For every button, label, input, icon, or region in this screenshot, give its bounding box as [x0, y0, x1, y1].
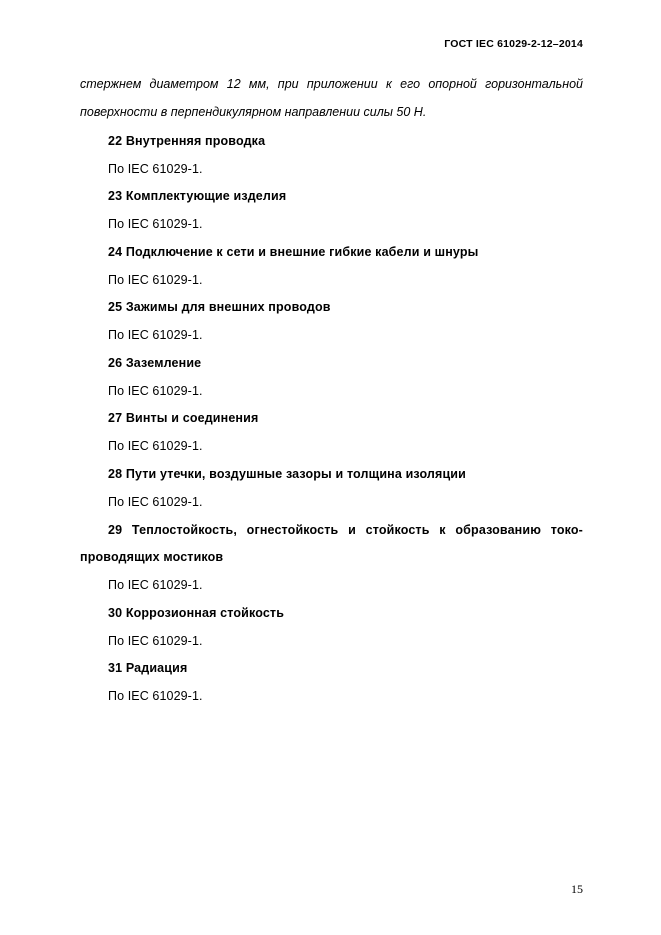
document-header-standard-code: ГОСТ IEC 61029-2-12–2014 [444, 38, 583, 50]
section-body-31: По IEC 61029-1. [108, 689, 203, 703]
section-heading-23: 23 Комплектующие изделия [108, 189, 287, 203]
section-heading-30: 30 Коррозионная стойкость [108, 606, 285, 620]
section-body-26: По IEC 61029-1. [108, 384, 203, 398]
section-body-30: По IEC 61029-1. [108, 634, 203, 648]
section-heading-29-line-2: проводящих мостиков [80, 550, 224, 564]
section-heading-27: 27 Винты и соединения [108, 411, 259, 425]
section-heading-25: 25 Зажимы для внешних проводов [108, 300, 331, 314]
section-heading-22: 22 Внутренняя проводка [108, 134, 266, 148]
section-body-24: По IEC 61029-1. [108, 273, 203, 287]
section-heading-26: 26 Заземление [108, 356, 202, 370]
section-body-29: По IEC 61029-1. [108, 578, 203, 592]
section-body-23: По IEC 61029-1. [108, 217, 203, 231]
intro-text-line-1: стержнем диаметром 12 мм, при приложении к его опорной горизонтальной [80, 77, 583, 91]
section-body-25: По IEC 61029-1. [108, 328, 203, 342]
section-body-27: По IEC 61029-1. [108, 439, 203, 453]
intro-text-line-2: поверхности в перпендикулярном направлении силы 50 Н. [80, 105, 427, 119]
section-body-28: По IEC 61029-1. [108, 495, 203, 509]
section-body-22: По IEC 61029-1. [108, 162, 203, 176]
section-heading-24: 24 Подключение к сети и внешние гибкие кабели и шнуры [108, 245, 479, 259]
page-number: 15 [571, 882, 583, 896]
section-heading-28: 28 Пути утечки, воздушные зазоры и толщина изоляции [108, 467, 466, 481]
section-heading-29-line-1: 29 Теплостойкость, огнестойкость и стойкость к образованию токо- [108, 523, 583, 537]
section-heading-31: 31 Радиация [108, 661, 188, 675]
